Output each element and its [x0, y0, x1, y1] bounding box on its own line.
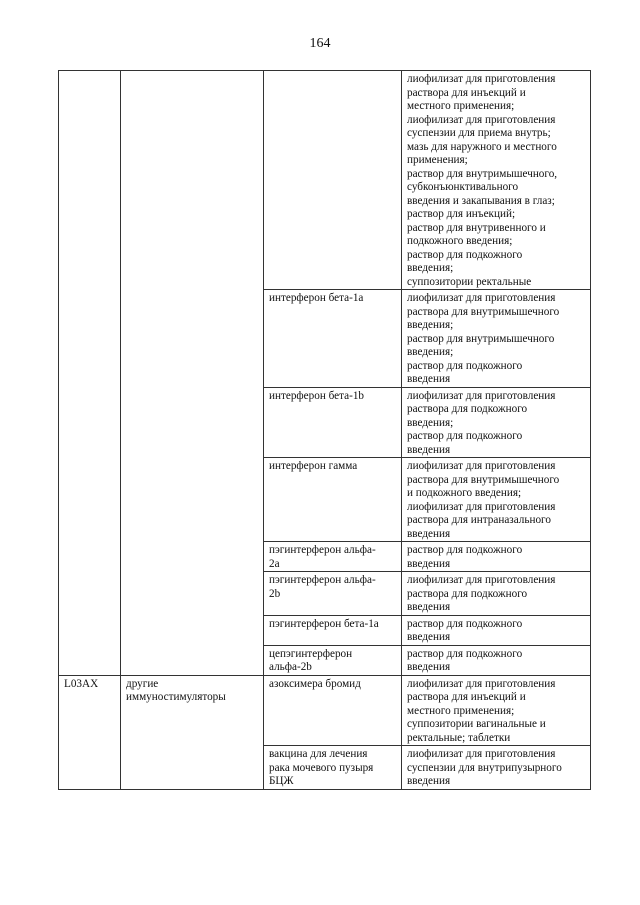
dosage-form-line: лиофилизат для приготовления: [407, 500, 556, 513]
dosage-form-line: раствор для подкожного: [407, 248, 523, 261]
dosage-form-line: лиофилизат для приготовления: [407, 574, 556, 586]
drug-name-line: 2a: [269, 557, 280, 570]
table-row: [59, 675, 591, 746]
dosage-form-cell: [402, 572, 591, 616]
dosage-form-line: раствор для подкожного: [407, 544, 523, 556]
drug-name-line: 2b: [269, 587, 281, 600]
page-number: 164: [309, 36, 331, 51]
dosage-form-line: раствора для инъекций и: [407, 86, 526, 99]
dosage-form-line: мазь для наружного и местного: [407, 140, 557, 153]
drug-table-body: [59, 71, 591, 790]
drug-name-line: пэгинтерферон альфа-: [269, 544, 376, 556]
dosage-form-line: раствор для внутривенного и: [407, 221, 546, 234]
dosage-form-line: подкожного введения;: [407, 235, 513, 247]
drug-table: [58, 70, 591, 790]
drug-name-line: цепэгинтерферон: [269, 647, 353, 660]
drug-name-line: БЦЖ: [269, 775, 294, 787]
dosage-form-cell: [402, 387, 591, 458]
dosage-form-line: раствора для внутримышечного: [407, 473, 560, 486]
dosage-form-line: суппозитории вагинальные и: [407, 718, 546, 730]
dosage-form-cell: [402, 458, 591, 542]
drug-name-line: пэгинтерферон альфа-: [269, 574, 376, 586]
drug-name-cell: [264, 290, 402, 388]
dosage-form-cell: [402, 675, 591, 746]
drug-name-line: азоксимера бромид: [269, 677, 361, 690]
drug-name-cell: [264, 458, 402, 542]
dosage-form-line: лиофилизат для приготовления: [407, 460, 556, 472]
dosage-form-line: раствор для подкожного: [407, 617, 523, 630]
dosage-form-line: местного применения;: [407, 704, 515, 717]
group-name-cell: [121, 71, 264, 676]
drug-name-cell: [264, 387, 402, 458]
drug-name-line: вакцина для лечения: [269, 748, 368, 760]
dosage-form-line: раствора для интраназального: [407, 514, 551, 526]
dosage-form-line: лиофилизат для приготовления: [407, 677, 556, 690]
dosage-form-line: лиофилизат для приготовления: [407, 113, 556, 126]
dosage-form-line: лиофилизат для приготовления: [407, 292, 556, 304]
dosage-form-line: субконъюнктивального: [407, 181, 519, 193]
drug-name-cell: [264, 542, 402, 572]
dosage-form-line: введения: [407, 775, 451, 787]
dosage-form-line: введения;: [407, 262, 454, 274]
dosage-form-line: введения: [407, 527, 451, 540]
dosage-form-line: суспензии для внутрипузырного: [407, 761, 562, 774]
group-name-line: иммуностимуляторы: [126, 691, 226, 703]
drug-name-line: интерферон бета-1b: [269, 389, 365, 402]
table-row: [59, 71, 591, 290]
dosage-form-cell: [402, 615, 591, 645]
dosage-form-line: раствор для подкожного: [407, 647, 523, 660]
drug-name-line: интерферон бета-1a: [269, 292, 364, 304]
dosage-form-cell: [402, 645, 591, 675]
drug-name-cell: [264, 572, 402, 616]
atc-code: L03AX: [64, 677, 99, 690]
drug-name-cell: [264, 645, 402, 675]
dosage-form-line: применения;: [407, 154, 468, 166]
dosage-form-line: введения: [407, 601, 451, 613]
dosage-form-line: раствор для подкожного: [407, 359, 523, 372]
dosage-form-line: раствор для внутримышечного,: [407, 167, 558, 180]
dosage-form-line: введения;: [407, 319, 454, 331]
dosage-form-cell: [402, 290, 591, 388]
dosage-form-line: суппозитории ректальные: [407, 275, 532, 288]
dosage-form-line: введения: [407, 443, 451, 456]
drug-name-line: рака мочевого пузыря: [269, 761, 374, 774]
dosage-form-line: ректальные; таблетки: [407, 731, 511, 744]
group-name-line: другие: [126, 677, 159, 690]
dosage-form-line: лиофилизат для приготовления: [407, 73, 556, 85]
dosage-form-line: лиофилизат для приготовления: [407, 389, 556, 402]
dosage-form-line: раствора для подкожного: [407, 587, 528, 600]
dosage-form-line: введения: [407, 661, 451, 673]
dosage-form-line: раствора для подкожного: [407, 403, 528, 415]
atc-code-cell: [59, 71, 121, 676]
dosage-form-cell: [402, 542, 591, 572]
dosage-form-cell: [402, 71, 591, 290]
dosage-form-line: лиофилизат для приготовления: [407, 748, 556, 760]
drug-name-cell: [264, 746, 402, 790]
drug-name-cell: [264, 675, 402, 746]
dosage-form-line: суспензии для приема внутрь;: [407, 127, 551, 139]
drug-name-cell: [264, 615, 402, 645]
dosage-form-line: введения и закапывания в глаз;: [407, 194, 555, 207]
dosage-form-line: введения;: [407, 416, 454, 429]
atc-code-cell: [59, 675, 121, 789]
dosage-form-line: раствор для внутримышечного: [407, 332, 555, 345]
dosage-form-line: раствора для инъекций и: [407, 691, 526, 703]
dosage-form-line: раствор для подкожного: [407, 430, 523, 442]
dosage-form-line: введения;: [407, 346, 454, 358]
dosage-form-cell: [402, 746, 591, 790]
dosage-form-line: и подкожного введения;: [407, 487, 522, 499]
drug-name-line: альфа-2b: [269, 661, 312, 673]
dosage-form-line: введения: [407, 631, 451, 643]
dosage-form-line: местного применения;: [407, 100, 515, 112]
drug-name-cell: [264, 71, 402, 290]
drug-name-line: интерферон гамма: [269, 460, 358, 472]
drug-name-line: пэгинтерферон бета-1a: [269, 617, 379, 630]
group-name-cell: [121, 675, 264, 789]
dosage-form-line: раствор для инъекций;: [407, 208, 516, 220]
dosage-form-line: введения: [407, 557, 451, 570]
dosage-form-line: введения: [407, 373, 451, 385]
dosage-form-line: раствора для внутримышечного: [407, 305, 560, 318]
